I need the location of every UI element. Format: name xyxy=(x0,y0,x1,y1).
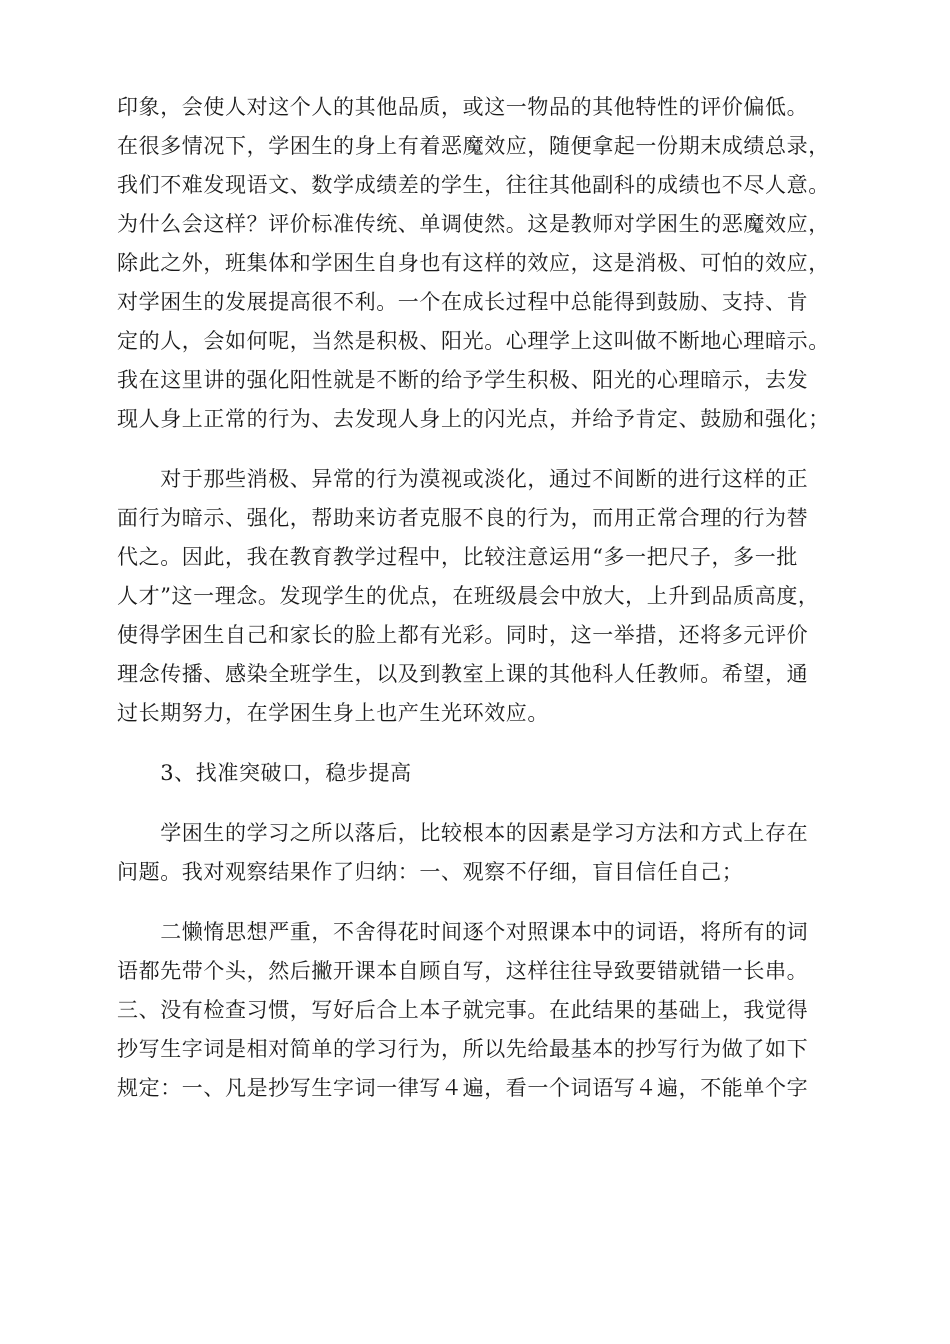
text-line: 三、没有检查习惯，写好后合上本子就完事。在此结果的基础上，我觉得 xyxy=(117,998,809,1022)
document-body xyxy=(117,88,839,1108)
text-line: 学困生的学习之所以落后，比较根本的因素是学习方法和方式上存在 xyxy=(117,821,809,845)
paragraph-gap xyxy=(117,892,839,913)
text-line: 使得学困生自己和家长的脸上都有光彩。同时，这一举措，还将多元评价 xyxy=(117,623,809,647)
paragraph-4 xyxy=(117,913,839,1108)
section-heading xyxy=(117,754,839,793)
text-line: 为什么会这样？评价标准传统、单调使然。这是教师对学困生的恶魔效应， xyxy=(117,212,830,236)
text-line: 二懒惰思想严重，不舍得花时间逐个对照课本中的词语，将所有的词 xyxy=(117,920,809,944)
text-line: 人才”这一理念。发现学生的优点，在班级晨会中放大，上升到品质高度， xyxy=(117,584,820,608)
paragraph-gap xyxy=(117,439,839,460)
text-line: 现人身上正常的行为、去发现人身上的闪光点，并给予肯定、鼓励和强化； xyxy=(117,407,830,431)
paragraph-1 xyxy=(117,88,839,439)
paragraph-2 xyxy=(117,460,839,733)
text-line: 理念传播、感染全班学生，以及到教室上课的其他科人任教师。希望，通 xyxy=(117,662,809,686)
text-line: 我们不难发现语文、数学成绩差的学生，往往其他副科的成绩也不尽人意。 xyxy=(117,173,830,197)
text-line: 定的人，会如何呢，当然是积极、阳光。心理学上这叫做不断地心理暗示。 xyxy=(117,329,830,353)
text-line: 过长期努力，在学困生身上也产生光环效应。 xyxy=(117,701,549,725)
paragraph-gap xyxy=(117,733,839,754)
text-line: 除此之外，班集体和学困生自身也有这样的效应，这是消极、可怕的效应， xyxy=(117,251,830,275)
text-line: 语都先带个头，然后撇开课本自顾自写，这样往往导致要错就错一长串。 xyxy=(117,959,809,983)
text-line: 印象，会使人对这个人的其他品质，或这一物品的其他特性的评价偏低。 xyxy=(117,95,809,119)
text-line: 在很多情况下，学困生的身上有着恶魔效应，随便拿起一份期末成绩总录， xyxy=(117,134,830,158)
text-line: 抄写生字词是相对简单的学习行为，所以先给最基本的抄写行为做了如下 xyxy=(117,1037,809,1061)
text-line: 规定：一、凡是抄写生字词一律写４遍，看一个词语写４遍，不能单个字 xyxy=(117,1076,809,1100)
heading-line: 3、找准突破口，稳步提高 xyxy=(117,761,412,785)
text-line: 代之。因此，我在教育教学过程中，比较注意运用“多一把尺子，多一批 xyxy=(117,545,798,569)
text-line: 问题。我对观察结果作了归纳：一、观察不仔细，盲目信任自己； xyxy=(117,860,744,884)
paragraph-gap xyxy=(117,793,839,814)
text-line: 对学困生的发展提高很不利。一个在成长过程中总能得到鼓励、支持、肯 xyxy=(117,290,809,314)
text-line: 对于那些消极、异常的行为漠视或淡化，通过不间断的进行这样的正 xyxy=(117,467,809,491)
text-line: 我在这里讲的强化阳性就是不断的给予学生积极、阳光的心理暗示，去发 xyxy=(117,368,809,392)
text-line: 面行为暗示、强化，帮助来访者克服不良的行为，而用正常合理的行为替 xyxy=(117,506,809,530)
paragraph-3 xyxy=(117,814,839,892)
